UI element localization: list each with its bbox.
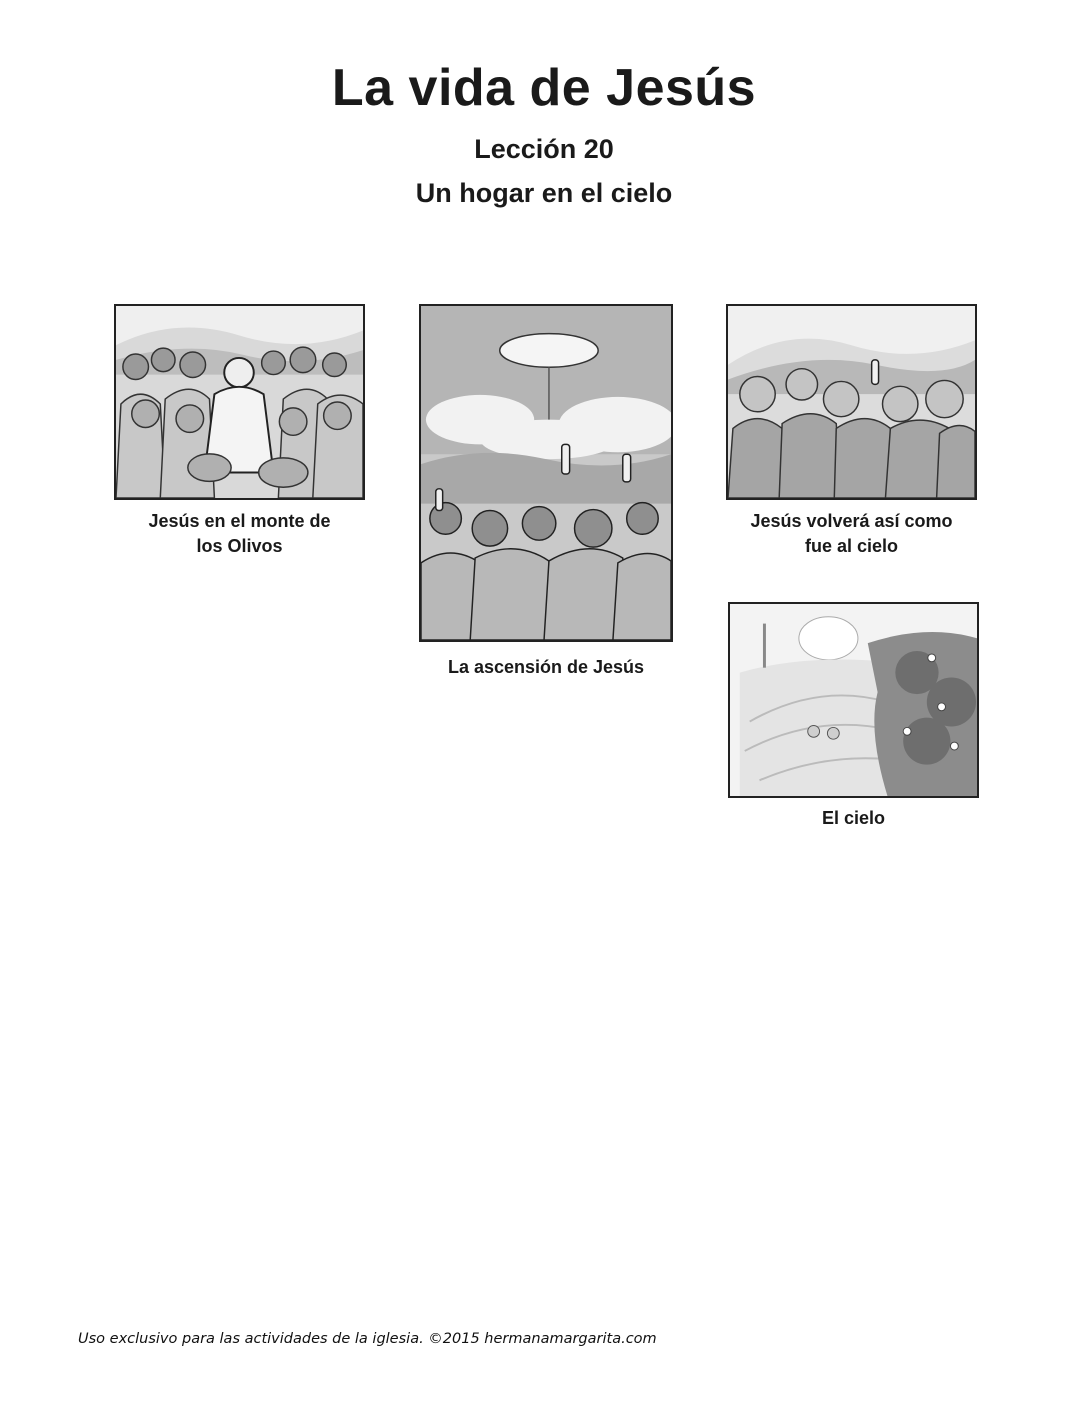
page-title: La vida de Jesús bbox=[331, 59, 757, 117]
lesson-number: Lección 20 bbox=[474, 134, 614, 164]
caption-ascension bbox=[419, 655, 673, 680]
caption-jesus-will-return bbox=[726, 509, 977, 559]
caption-mount-of-olives bbox=[114, 509, 365, 559]
caption-line: fue al cielo bbox=[804, 536, 899, 556]
heaven-illustration bbox=[730, 604, 977, 796]
crowd-illustration bbox=[116, 306, 363, 498]
ascension-illustration bbox=[421, 306, 671, 640]
lesson-title: Un hogar en el cielo bbox=[415, 178, 673, 208]
caption-line: Jesús volverá así como bbox=[750, 511, 953, 531]
disciples-illustration bbox=[728, 306, 975, 498]
footer-copyright: Uso exclusivo para las actividades de la iglesia. ©2015 hermanamargarita.com bbox=[78, 1331, 657, 1347]
illustration-ascension bbox=[419, 304, 673, 642]
illustration-jesus-will-return bbox=[726, 304, 977, 500]
caption-line: El cielo bbox=[821, 808, 886, 828]
illustration-mount-of-olives bbox=[114, 304, 365, 500]
caption-heaven bbox=[728, 806, 979, 831]
caption-line: La ascensión de Jesús bbox=[447, 657, 645, 677]
caption-line: Jesús en el monte de bbox=[148, 511, 331, 531]
caption-line: los Olivos bbox=[196, 536, 283, 556]
illustration-heaven bbox=[728, 602, 979, 798]
